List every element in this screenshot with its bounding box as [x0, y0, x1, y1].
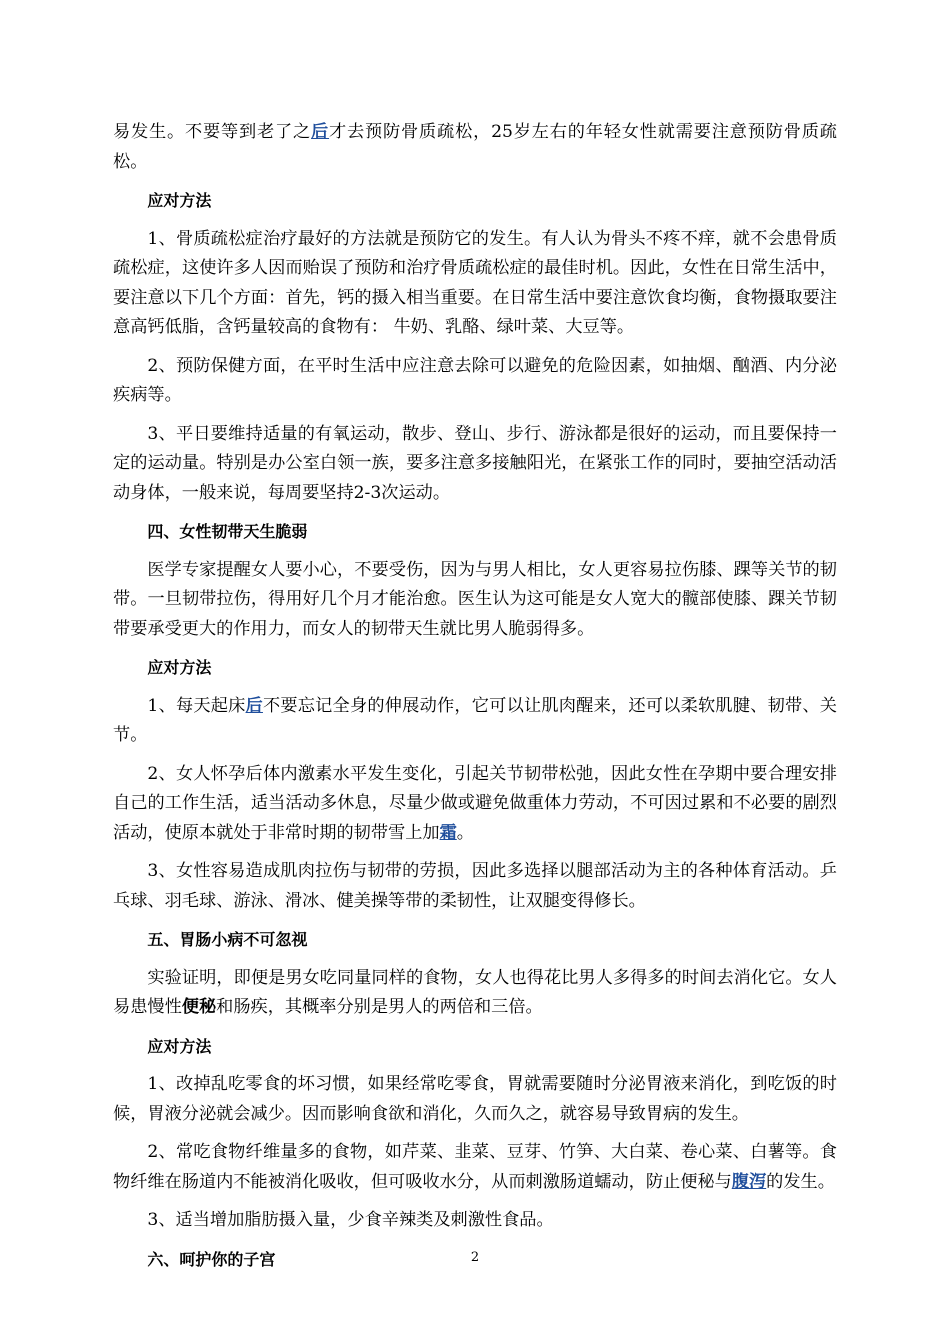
text-run: 3、女性容易造成肌肉拉伤与韧带的劳损，因此多选择以腿部活动为主的各种体育活动。乒乓球、羽毛球、游泳、滑冰、健美操等带的柔韧性，让双腿变得修长。 — [113, 861, 837, 911]
document-body — [113, 118, 837, 1283]
body-paragraph — [113, 964, 837, 1023]
text-run: 实验证明，即便是男女吃同量同样的食物，女人也得花比男人多得多的时间去消化它。女人易患慢性 — [113, 967, 837, 1017]
body-paragraph — [113, 118, 837, 177]
body-paragraph — [113, 760, 837, 849]
text-run: 1、每天起床 — [147, 695, 246, 716]
text-run: 3、适当增加脂肪摄入量，少食辛辣类及刺激性食品。 — [147, 1210, 554, 1230]
body-paragraph — [113, 556, 837, 645]
body-paragraph — [113, 1206, 837, 1236]
body-paragraph — [113, 692, 837, 751]
body-paragraph — [113, 352, 837, 411]
text-run: 四、女性韧带天生脆弱 — [147, 522, 308, 541]
section-heading — [113, 925, 837, 955]
section-heading — [113, 653, 837, 683]
text-run: 六、呵护你的子宫 — [147, 1249, 276, 1269]
text-run: 和肠疾，其概率分别是男人的两倍和三倍。 — [216, 997, 543, 1017]
text-run: 医学专家提醒女人要小心，不要受伤，因为与男人相比，女人更容易拉伤膝、踝等关节的韧带。一旦韧带拉伤，得用好几个月才能治愈。医生认为这可能是女人宽大的髋部使膝、踝关节韧带要承受更大的作用力，而女人的韧带天生就比男人脆弱得多。 — [113, 559, 837, 639]
text-run: 2、女人怀孕后体内激素水平发生变化，引起关节韧带松弛，因此女性在孕期中要合理安排自己的工作生活，适当活动多休息，尽量少做或避免做重体力劳动，不可因过累和不必要的剧烈活动，使原本就处于非常时期的韧带雪上加 — [113, 763, 837, 843]
text-run: 3、平日要维持适量的有氧运动，散步、登山、步行、游泳都是很好的运动，而且要保持一定的运动量。特别是办公室白领一族，要多注意多接触阳光，在紧张工作的同时，要抽空活动活动身体，一般来说，每周要坚持2-3次运动。 — [113, 423, 837, 503]
text-run: 1、骨质疏松症治疗最好的方法就是预防它的发生。有人认为骨头不疼不痒，就不会患骨质疏松症，这使许多人因而贻误了预防和治疗骨质疏松症的最佳时机。因此，女性在日常生活中，要注意以下几个方面：首先，钙的摄入相当重要。在日常生活中要注意饮食均衡，食物摄取要注意高钙低脂，含钙量较高的食物有： 牛奶、乳酪、绿叶菜、大豆等。 — [113, 228, 837, 337]
body-paragraph — [113, 1138, 837, 1197]
text-run: 的发生。 — [766, 1171, 835, 1192]
body-paragraph — [113, 420, 837, 509]
text-run: 2、常吃食物纤维量多的食物，如芹菜、韭菜、豆芽、竹笋、大白菜、卷心菜、白薯等。食物纤维在肠道内不能被消化吸收，但可吸收水分，从而刺激肠道蠕动，防止便秘与 — [113, 1142, 837, 1192]
body-paragraph — [113, 1070, 837, 1129]
body-paragraph — [113, 225, 837, 343]
text-run: 应对方法 — [147, 191, 212, 210]
keyword-link[interactable]: 后 — [245, 695, 263, 716]
text-run: 2、预防保健方面，在平时生活中应注意去除可以避免的危险因素，如抽烟、酗酒、内分泌疾病等。 — [113, 355, 837, 405]
bold-keyword: 便秘 — [181, 997, 217, 1017]
text-run: 易发生。不要等到老了之 — [113, 122, 312, 142]
section-heading — [113, 1032, 837, 1062]
section-heading — [113, 186, 837, 216]
keyword-link[interactable]: 后 — [311, 122, 330, 142]
text-run: 。 — [456, 822, 474, 843]
section-heading — [113, 517, 837, 547]
body-paragraph — [113, 857, 837, 916]
text-run: 五、胃肠小病不可忽视 — [147, 930, 308, 949]
text-run: 应对方法 — [147, 1036, 212, 1056]
text-run: 应对方法 — [147, 658, 212, 677]
text-run: 才去预防骨质疏松，25岁左右的年轻女性就需要注意预防骨质疏松。 — [113, 122, 837, 172]
page-number: 2 — [470, 1250, 480, 1265]
text-run: 不要忘记全身的伸展动作，它可以让肌肉醒来，还可以柔软肌腱、韧带、关节。 — [113, 695, 837, 745]
keyword-link[interactable]: 霜 — [439, 822, 457, 843]
text-run: 1、改掉乱吃零食的坏习惯，如果经常吃零食，胃就需要随时分泌胃液来消化，到吃饭的时候，胃液分泌就会减少。因而影响食欲和消化，久而久之，就容易导致胃病的发生。 — [113, 1074, 837, 1124]
keyword-link[interactable]: 腹泻 — [731, 1171, 767, 1192]
